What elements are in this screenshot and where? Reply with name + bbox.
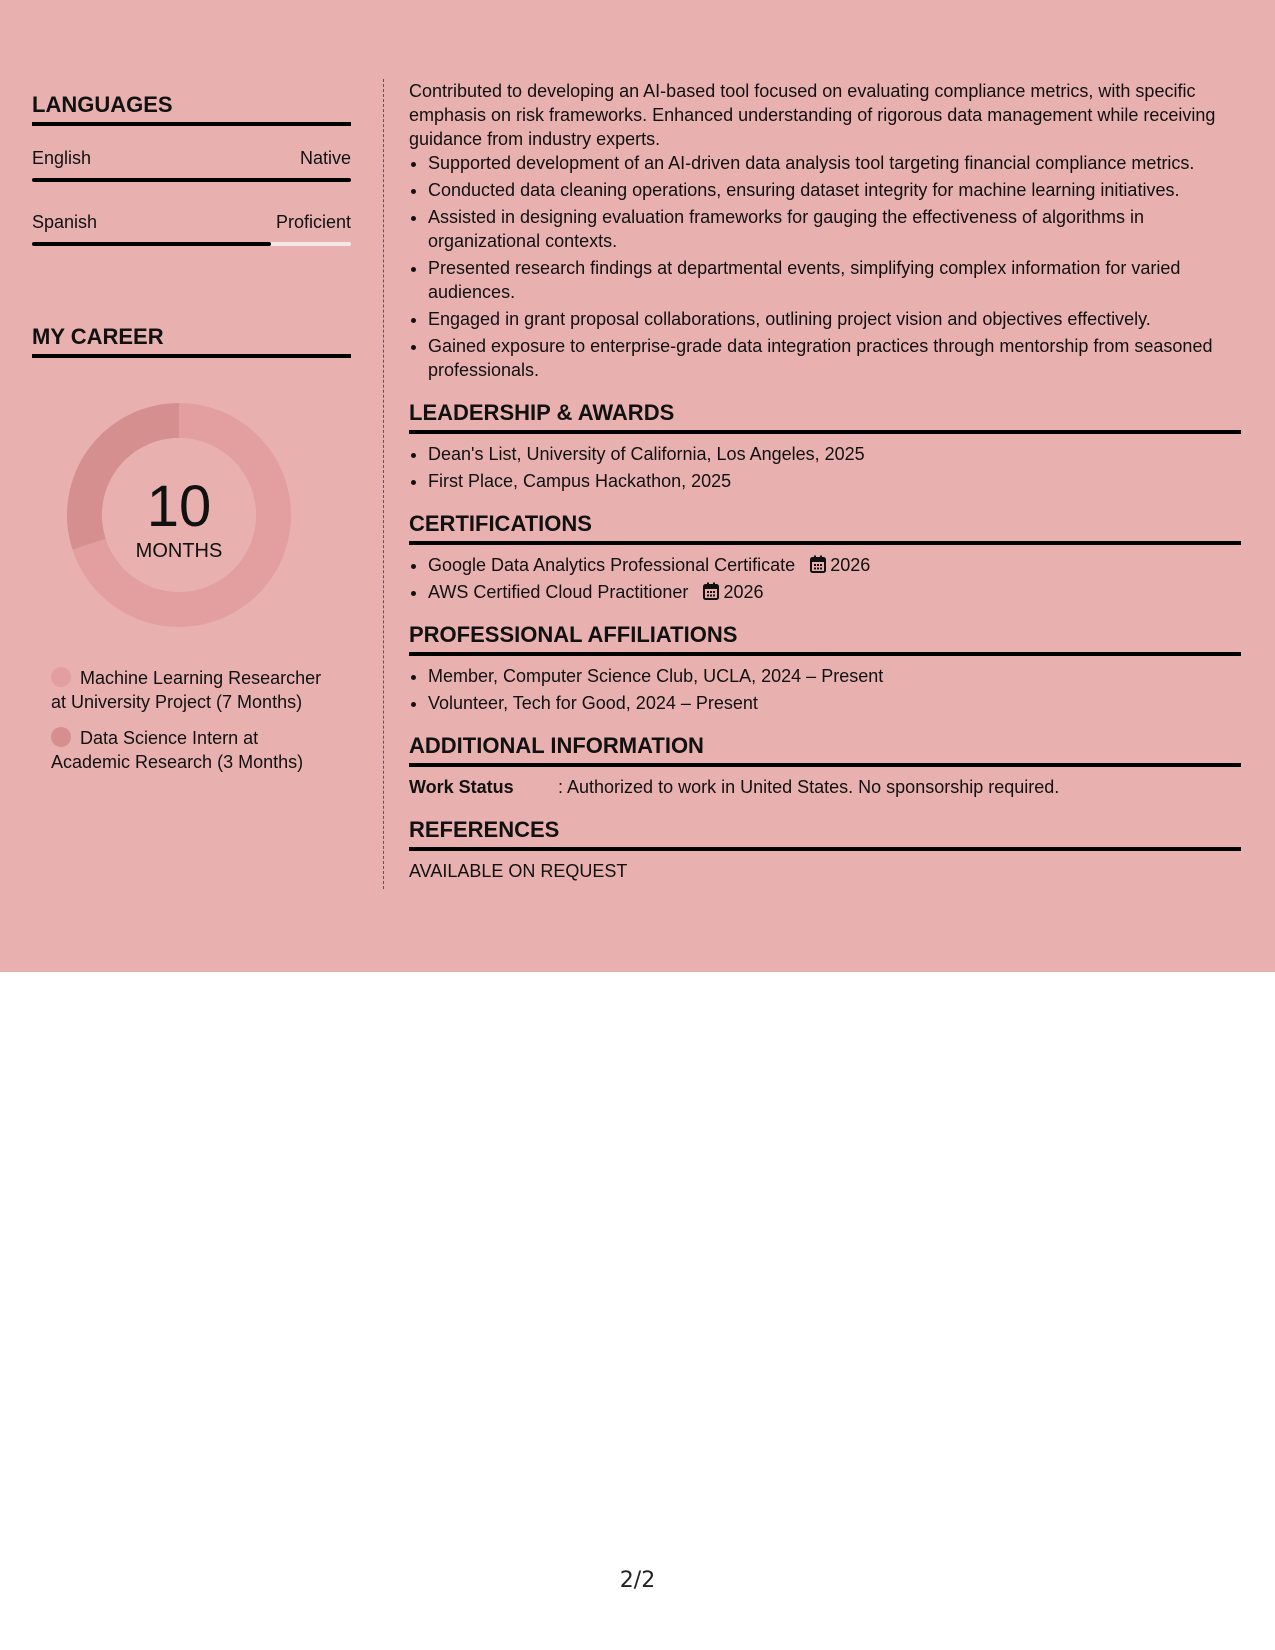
work-status-value: : Authorized to work in United States. No sponsorship required. <box>558 777 1060 797</box>
list-item: • First Place, Campus Hackathon, 2025 <box>428 469 1241 493</box>
career-total-months: 10 <box>146 474 212 539</box>
list-item: • Presented research findings at departmental events, simplifying complex information for varied audiences. <box>428 256 1241 304</box>
work-status-label: Work Status <box>409 777 514 797</box>
language-bar-english <box>32 178 351 182</box>
languages-heading: LANGUAGES <box>32 92 351 126</box>
experience-description: Contributed to developing an AI-based tool focused on evaluating compliance metrics, with specific emphasis on risk frameworks. Enhanced understanding of rigorous data management while receiving guidance from industry experts. <box>409 81 1216 149</box>
list-item: • Volunteer, Tech for Good, 2024 – Present <box>428 691 1241 715</box>
work-status-row <box>409 775 1241 799</box>
list-item: • Engaged in grant proposal collaborations, outlining project vision and objectives effectively. <box>428 307 1241 331</box>
certifications-heading: CERTIFICATIONS <box>409 511 1241 545</box>
career-heading: MY CAREER <box>32 324 351 358</box>
experience-bullets <box>409 151 1241 382</box>
language-level: Native <box>299 148 351 168</box>
list-item: • Member, Computer Science Club, UCLA, 2024 – Present <box>428 664 1241 688</box>
language-bar-spanish <box>32 242 351 246</box>
legend-dot <box>51 727 71 747</box>
career-donut-chart <box>66 402 292 628</box>
career-total-unit: MONTHS <box>135 540 223 562</box>
language-level: Proficient <box>275 212 351 232</box>
language-bar-fill <box>32 242 271 246</box>
list-item: • Supported development of an AI-driven data analysis tool targeting financial compliance metrics. <box>428 151 1241 175</box>
awards-heading: LEADERSHIP & AWARDS <box>409 400 1241 434</box>
certification-name: Google Data Analytics Professional Certificate <box>428 555 796 575</box>
affiliations-list <box>409 664 1241 715</box>
calendar-icon <box>810 555 826 573</box>
language-bar-fill <box>32 178 351 182</box>
list-item: • Gained exposure to enterprise-grade data integration practices through mentorship from seasoned professionals. <box>428 334 1241 382</box>
certification-year: 2026 <box>723 582 764 602</box>
list-item <box>428 580 1241 604</box>
list-item: • Conducted data cleaning operations, ensuring dataset integrity for machine learning initiatives. <box>428 178 1241 202</box>
donut-center-label <box>66 402 292 628</box>
list-item <box>428 553 1241 577</box>
certification-year: 2026 <box>830 555 871 575</box>
calendar-icon <box>703 582 719 600</box>
career-legend-label: Data Science Intern at Academic Research (3 Months) <box>51 728 304 772</box>
page-number: 2/2 <box>619 1568 656 1593</box>
legend-dot <box>51 667 71 687</box>
references-text: AVAILABLE ON REQUEST <box>409 861 628 881</box>
column-divider <box>383 79 384 889</box>
career-legend-label: Machine Learning Researcher at University Project (7 Months) <box>51 668 322 712</box>
main-content <box>409 79 1241 883</box>
certification-name: AWS Certified Cloud Practitioner <box>428 582 689 602</box>
language-name: English <box>32 148 92 168</box>
references-heading: REFERENCES <box>409 817 1241 851</box>
language-row-spanish <box>32 212 351 232</box>
career-legend-item <box>51 666 331 714</box>
list-item: • Dean's List, University of California, Los Angeles, 2025 <box>428 442 1241 466</box>
language-row-english <box>32 148 351 168</box>
language-name: Spanish <box>32 212 98 232</box>
sidebar <box>32 92 351 786</box>
certifications-list <box>409 553 1241 604</box>
affiliations-heading: PROFESSIONAL AFFILIATIONS <box>409 622 1241 656</box>
career-legend <box>51 666 331 774</box>
awards-list <box>409 442 1241 493</box>
additional-info-heading: ADDITIONAL INFORMATION <box>409 733 1241 767</box>
list-item: • Assisted in designing evaluation frameworks for gauging the effectiveness of algorithms in organizational contexts. <box>428 205 1241 253</box>
career-legend-item <box>51 726 331 774</box>
